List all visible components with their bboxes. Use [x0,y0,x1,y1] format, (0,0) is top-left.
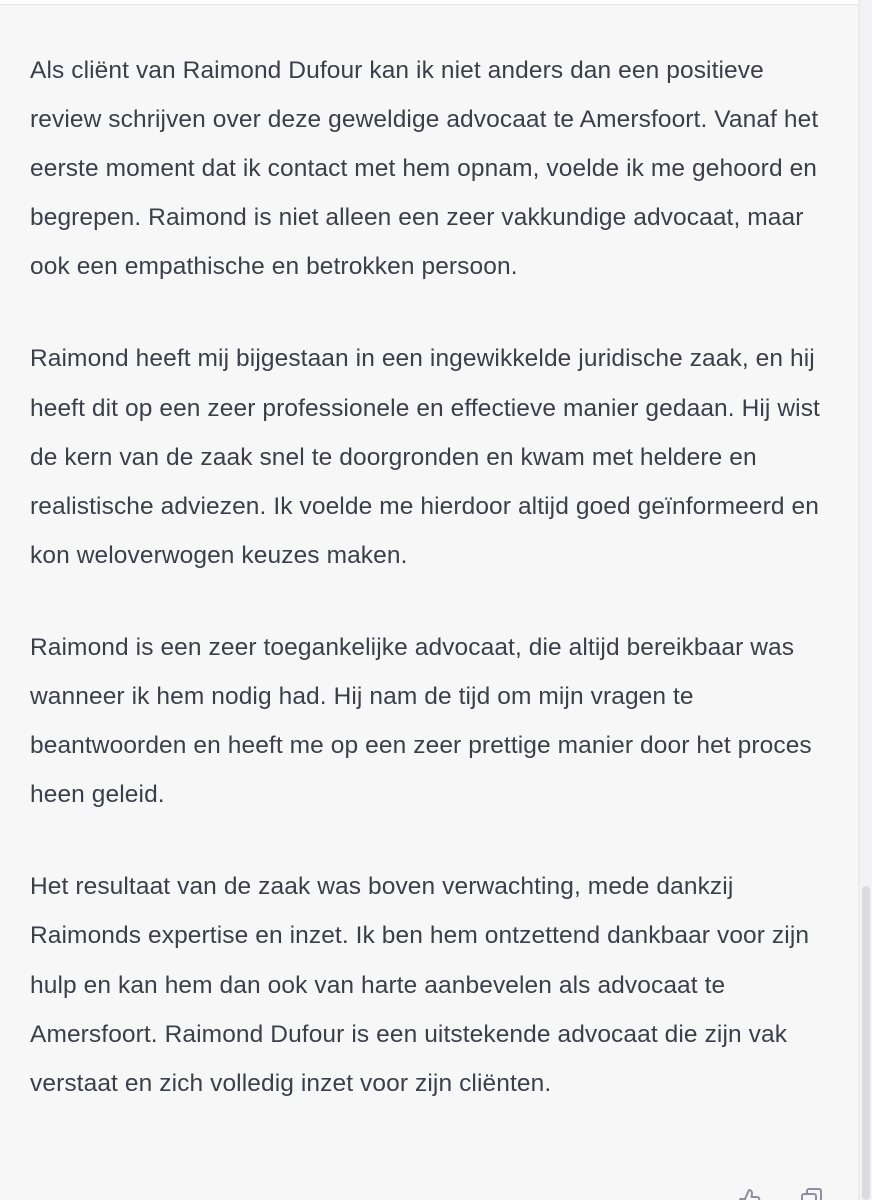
top-divider [0,0,872,5]
message-paragraph-2: Raimond heeft mij bijgestaan in een ingewikkelde juridische zaak, en hij heeft dit op een zeer professionele en effectieve manier gedaan. Hij wist de kern van de zaak snel te doorgronden en kwam met heldere en realistische adviezen. Ik voelde me hierdoor altijd goed geïnformeerd en kon weloverwogen keuzes maken. [30,345,820,569]
message-actions [736,1186,826,1200]
thumbs-up-icon[interactable] [736,1186,764,1200]
assistant-message [30,46,830,1108]
scrollbar-thumb[interactable] [862,886,870,1200]
message-paragraph-1: Als cliënt van Raimond Dufour kan ik niet anders dan een positieve review schrijven over deze geweldige advocaat te Amersfoort. Vanaf het eerste moment dat ik contact met hem opnam, voelde ik me gehoord en begrepen. Raimond is niet alleen een zeer vakkundige advocaat, maar ook een empathische en betrokken persoon. [30,57,819,281]
message-paragraph-4: Het resultaat van de zaak was boven verwachting, mede dankzij Raimonds expertise en inzet. Ik ben hem ontzettend dankbaar voor zijn hulp en kan hem dan ook van harte aanbevelen als advocaat te Amersfoort. Raimond Dufour is een uitstekende advocaat die zijn vak verstaat en zich volledig inzet voor zijn cliënten. [30,873,810,1097]
message-paragraph-3: Raimond is een zeer toegankelijke advocaat, die altijd bereikbaar was wanneer ik hem nodig had. Hij nam de tijd om mijn vragen te beantwoorden en heeft me op een zeer prettige manier door het proces heen geleid. [30,633,812,809]
copy-icon[interactable] [798,1186,826,1200]
